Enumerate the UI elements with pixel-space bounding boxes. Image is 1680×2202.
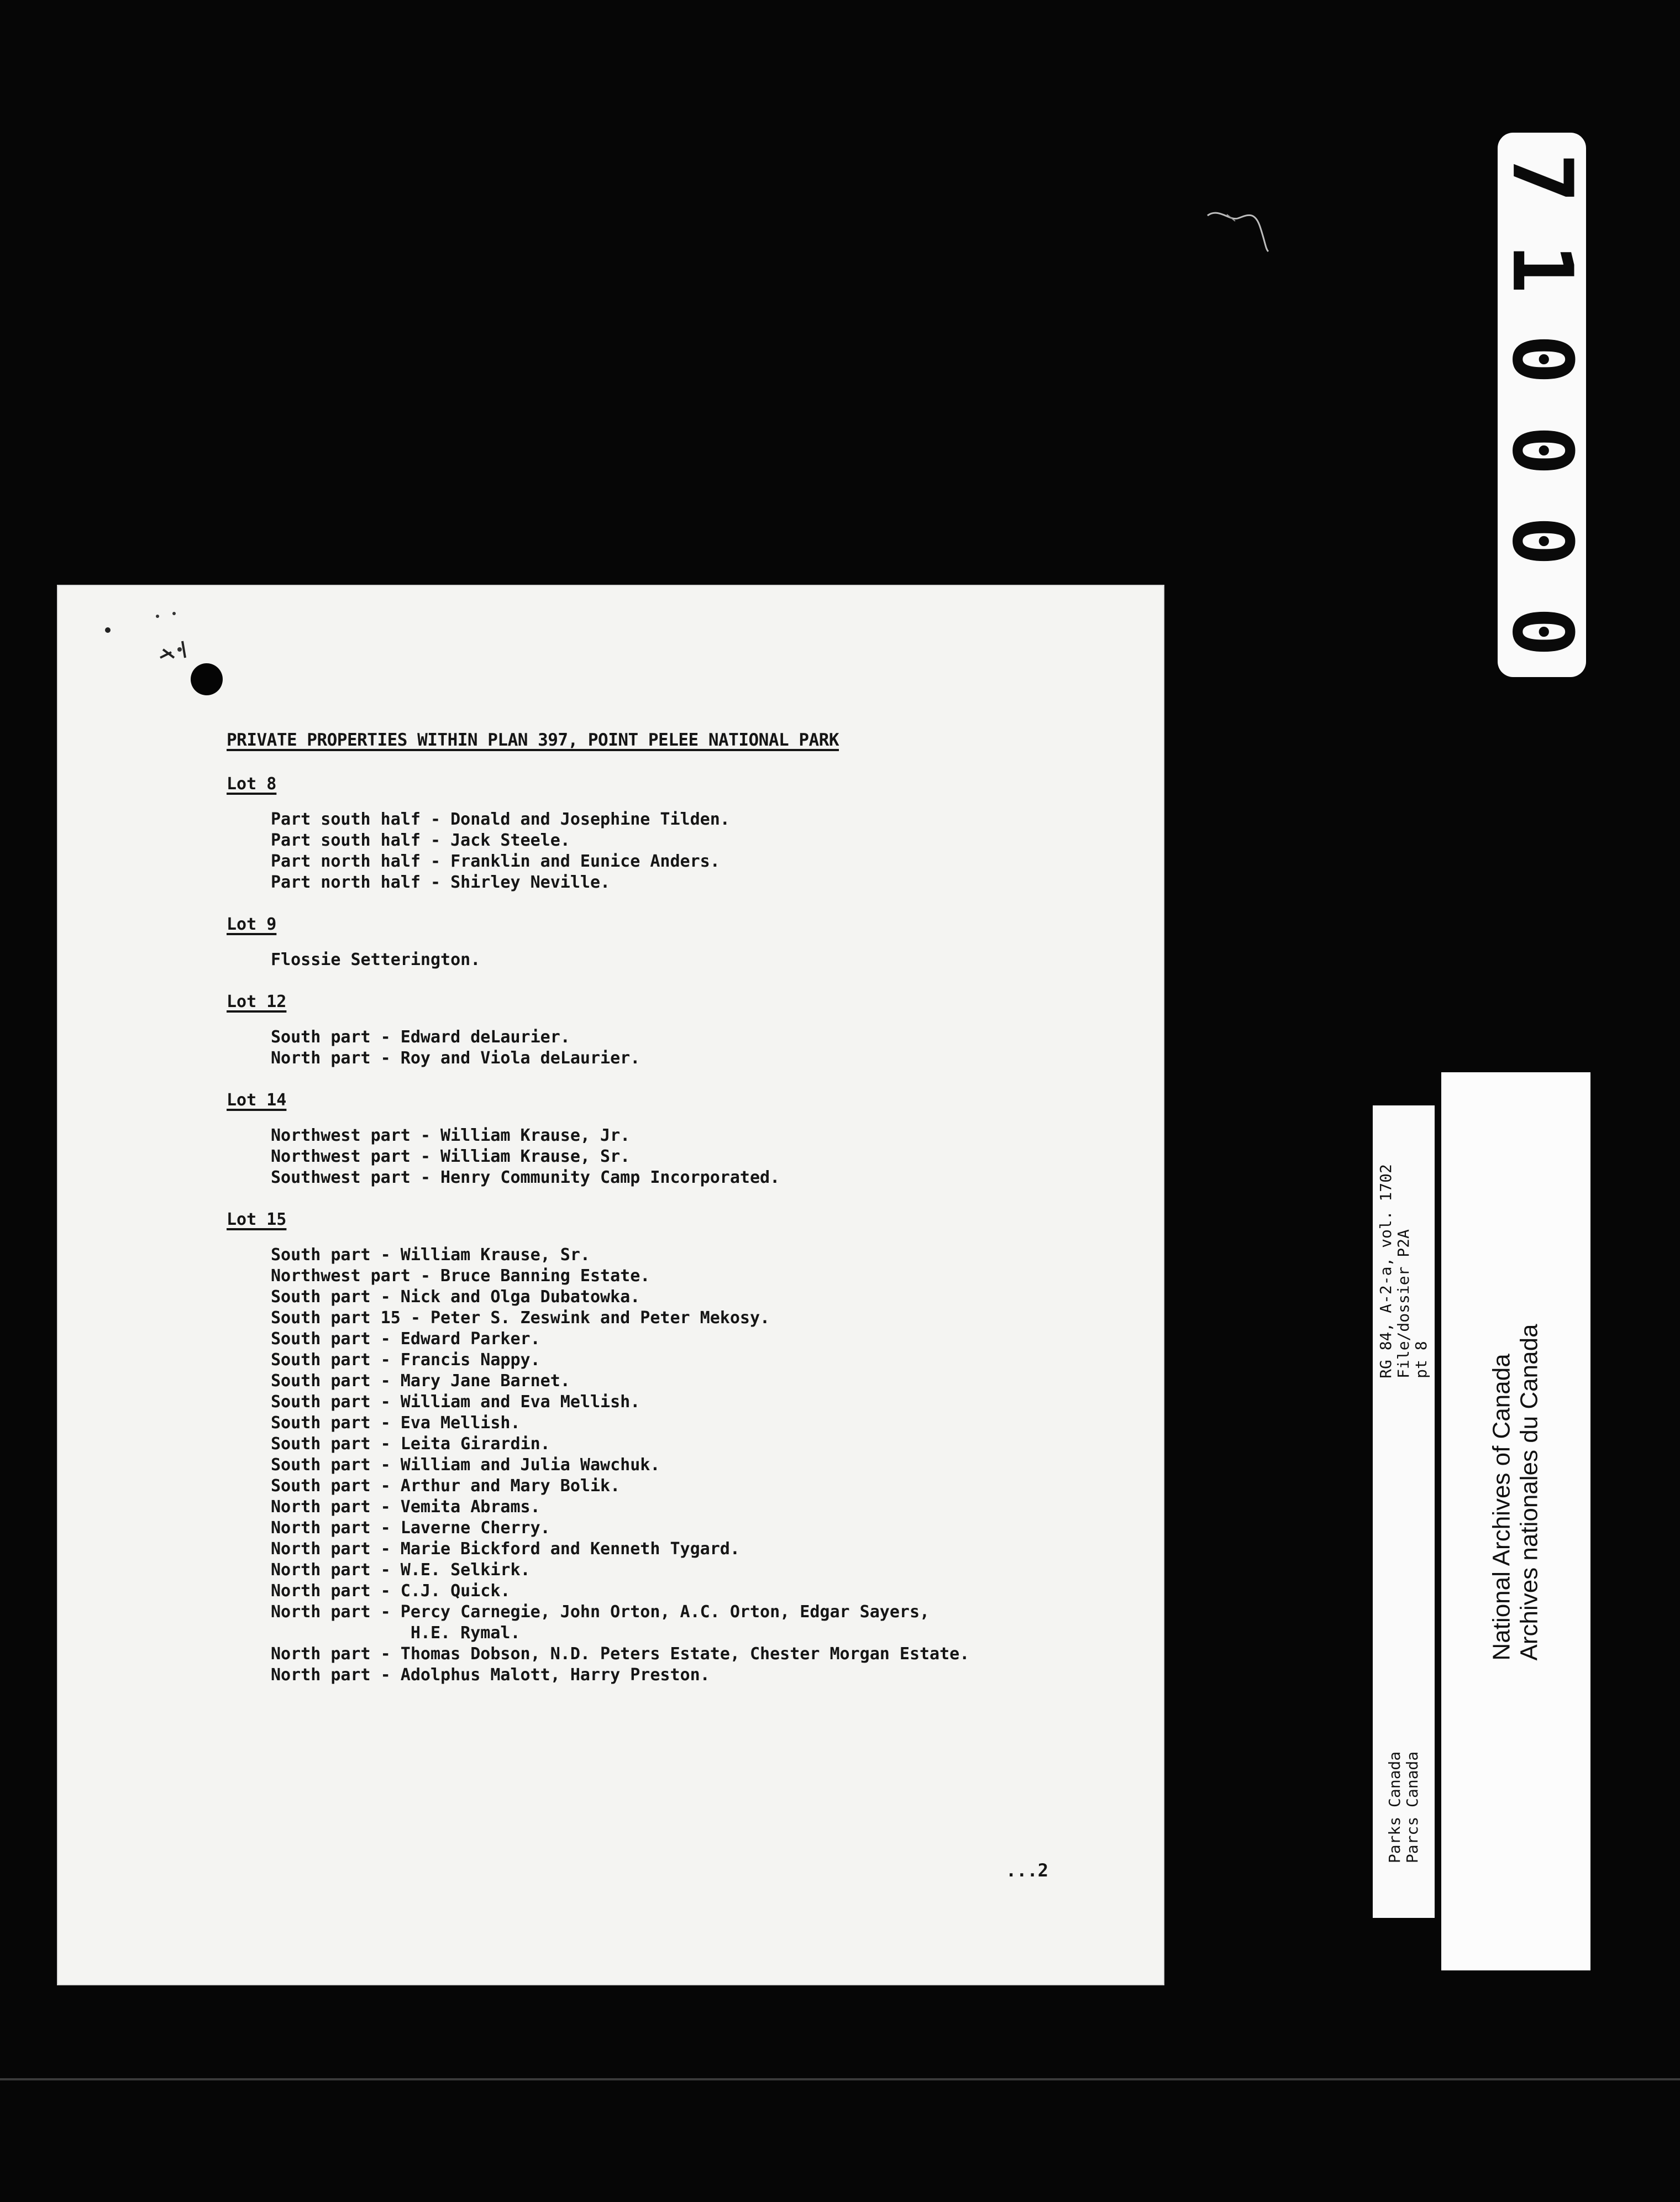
property-entry: South part - Leita Girardin. (271, 1434, 550, 1454)
property-entry: Part north half - Franklin and Eunice Anders. (271, 852, 720, 871)
reference-label-agency (1375, 1702, 1432, 1912)
property-entry: South part - William Krause, Sr. (271, 1245, 590, 1265)
frame-digit: 7 (1494, 153, 1590, 203)
page-continuation-marker: ...2 (1006, 1860, 1049, 1881)
property-entry: North part - W.E. Selkirk. (271, 1560, 531, 1580)
document-body (227, 730, 1122, 1702)
paper-specks (91, 597, 229, 663)
property-entry: Part south half - Donald and Josephine Tilden. (271, 810, 730, 829)
call-number-text: RG 84, A-2-a, vol. 1702 File/dossier P2A pt 8 (1377, 1164, 1431, 1378)
frame-digit: 0 (1494, 516, 1590, 566)
property-entry: Northwest part - William Krause, Sr. (271, 1147, 631, 1166)
property-entry: North part - Marie Bickford and Kenneth Tygard. (271, 1539, 740, 1559)
reference-label-call-number (1375, 1128, 1432, 1415)
property-entry: South part 15 - Peter S. Zeswink and Peter Mekosy. (271, 1308, 770, 1328)
property-entry: Southwest part - Henry Community Camp Incorporated. (271, 1168, 780, 1187)
document-title: PRIVATE PROPERTIES WITHIN PLAN 397, POINT PELEE NATIONAL PARK (227, 730, 839, 750)
frame-digit: 0 (1494, 334, 1590, 385)
property-entry: South part - Edward Parker. (271, 1329, 540, 1349)
lot-heading: Lot 15 (227, 1210, 287, 1229)
lot-section (227, 769, 1122, 893)
property-entry: South part - Mary Jane Barnet. (271, 1371, 570, 1391)
property-entry: Part south half - Jack Steele. (271, 831, 570, 850)
property-entry: South part - Edward deLaurier. (271, 1027, 570, 1047)
agency-text: Parks Canada Parcs Canada (1385, 1751, 1422, 1864)
property-entry: North part - Adolphus Malott, Harry Preston. (271, 1665, 710, 1685)
property-entry: Part north half - Shirley Neville. (271, 873, 611, 892)
property-entry: North part - Thomas Dobson, N.D. Peters Estate, Chester Morgan Estate. (271, 1644, 970, 1664)
property-entry: South part - Arthur and Mary Bolik. (271, 1476, 621, 1496)
property-entry: South part - William and Julia Wawchuk. (271, 1455, 660, 1475)
lot-section (227, 910, 1122, 971)
property-entry: Northwest part - Bruce Banning Estate. (271, 1266, 650, 1286)
lot-heading: Lot 12 (227, 992, 287, 1011)
frame-digit: 0 (1494, 425, 1590, 475)
property-entry-continuation: H.E. Rymal. (271, 1623, 521, 1643)
lot-heading: Lot 8 (227, 774, 277, 794)
property-entry: South part - Nick and Olga Dubatowka. (271, 1287, 641, 1307)
lot-section (227, 987, 1122, 1069)
frame-digit: 1 (1494, 244, 1590, 294)
film-scratch-mark (1205, 205, 1277, 254)
property-entry: South part - William and Eva Mellish. (271, 1392, 641, 1412)
property-entry: North part - Percy Carnegie, John Orton, A.C. Orton, Edgar Sayers, (271, 1602, 930, 1622)
property-entry: Flossie Setterington. (271, 950, 481, 969)
film-edge-line (0, 2078, 1680, 2080)
document-page (58, 586, 1163, 1984)
lot-section (227, 1205, 1122, 1686)
frame-number (1494, 133, 1590, 677)
archive-label-text-wrap (1441, 1216, 1590, 1769)
property-entry: North part - Roy and Viola deLaurier. (271, 1048, 641, 1068)
punch-hole (191, 663, 223, 695)
property-entry: South part - Francis Nappy. (271, 1350, 540, 1370)
lot-heading: Lot 14 (227, 1090, 287, 1110)
frame-digit: 0 (1494, 606, 1590, 657)
archive-name-text: National Archives of Canada Archives nationales du Canada (1488, 1324, 1543, 1661)
lot-section (227, 1086, 1122, 1188)
property-entry: South part - Eva Mellish. (271, 1413, 521, 1433)
lot-heading: Lot 9 (227, 915, 277, 934)
property-entry: North part - Laverne Cherry. (271, 1518, 550, 1538)
property-entry: North part - Vemita Abrams. (271, 1497, 540, 1517)
property-entry: Northwest part - William Krause, Jr. (271, 1126, 631, 1145)
property-entry: North part - C.J. Quick. (271, 1581, 511, 1601)
